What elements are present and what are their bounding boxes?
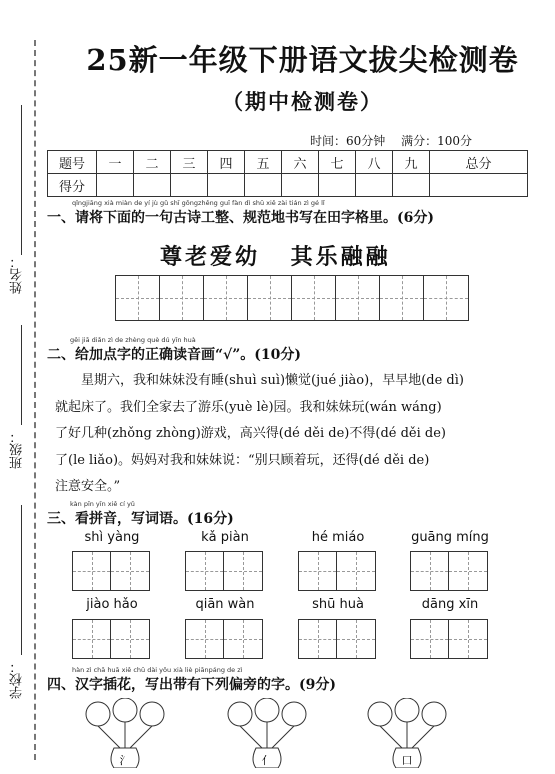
tianzige-box[interactable] — [292, 276, 336, 320]
petal-circle[interactable] — [113, 698, 137, 722]
table-cell: 总分 — [430, 151, 528, 174]
petal-circle[interactable] — [422, 702, 446, 726]
tianzige-box[interactable] — [73, 552, 111, 590]
tianzige-box[interactable] — [111, 552, 149, 590]
table-cell: 二 — [134, 151, 171, 174]
tianzige-box[interactable] — [424, 276, 468, 320]
score-input-cell[interactable] — [430, 174, 528, 197]
table-cell: 三 — [171, 151, 208, 174]
tianzige-row[interactable] — [115, 275, 469, 321]
tianzige-box[interactable] — [337, 552, 375, 590]
name-label: 姓名： — [10, 255, 25, 294]
answer-boxes[interactable] — [72, 551, 150, 591]
table-cell: 六 — [282, 151, 319, 174]
class-line[interactable] — [21, 325, 22, 425]
answer-boxes[interactable] — [185, 619, 263, 659]
answer-boxes[interactable] — [410, 551, 488, 591]
pinyin-prompt: dāng xīn — [421, 597, 479, 612]
section4-title: 四、汉字插花，写出带有下列偏旁的字。(9分) — [47, 677, 336, 693]
radical-label: 口 — [401, 754, 413, 767]
tianzige-box[interactable] — [224, 620, 262, 658]
answer-boxes[interactable] — [298, 551, 376, 591]
radical-label: 氵 — [119, 754, 131, 767]
tianzige-box[interactable] — [186, 552, 224, 590]
table-cell: 九 — [393, 151, 430, 174]
flower-vase-2 — [220, 698, 315, 768]
passage-line: 了好几种(zhǒng zhòng)游戏，高兴得(dé děi de)不得(dé děi de) — [55, 426, 446, 441]
score-input-cell[interactable] — [282, 174, 319, 197]
passage-line: 了(le liǎo)。妈妈对我和妹妹说：“别只顾着玩，还得(dé děi de) — [55, 452, 430, 468]
section2-title: 二、给加点字的正确读音画“√”。(10分) — [47, 347, 302, 363]
cut-line — [34, 40, 36, 760]
petal-circle[interactable] — [368, 702, 392, 726]
section3-title: 三、看拼音，写词语。(16分) — [47, 511, 234, 527]
exam-info — [310, 132, 472, 149]
section3-pinyin: kàn pīn yīn xiě cí yǔ — [70, 500, 135, 508]
passage-line: 星期六，我和妹妹没有睡(shuì suì)懒觉(jué jiào)，早早地(de dì) — [81, 373, 464, 388]
petal-circle[interactable] — [228, 702, 252, 726]
tianzige-box[interactable] — [411, 552, 449, 590]
section4-pinyin: hàn zì chā huā xiě chū dài yǒu xià liè piānpáng de zì — [72, 666, 243, 674]
score-input-cell[interactable] — [171, 174, 208, 197]
tianzige-box[interactable] — [248, 276, 292, 320]
answer-boxes[interactable] — [72, 619, 150, 659]
answer-boxes[interactable] — [185, 551, 263, 591]
tianzige-box[interactable] — [449, 552, 487, 590]
petal-circle[interactable] — [255, 698, 279, 722]
section1-pinyin: qǐngjiāng xià miàn de yí jù gǔ shī gōngzhěng guī fàn dì shū xiě zài tián zì gé lǐ — [72, 199, 325, 207]
reading-passage — [55, 368, 530, 501]
pinyin-prompt: guāng míng — [411, 530, 489, 545]
flower-vase-3 — [360, 698, 455, 768]
tianzige-box[interactable] — [204, 276, 248, 320]
name-line[interactable] — [21, 105, 22, 255]
tianzige-box[interactable] — [73, 620, 111, 658]
passage-line: 注意安全。” — [55, 479, 121, 494]
full-score: 满分：100分 — [401, 134, 473, 148]
tianzige-box[interactable] — [337, 620, 375, 658]
passage-line: 就起床了。我们全家去了游乐(yuè lè)园。我和妹妹玩(wán wáng) — [55, 399, 442, 415]
tianzige-box[interactable] — [449, 620, 487, 658]
score-input-cell[interactable] — [393, 174, 430, 197]
score-input-cell[interactable] — [319, 174, 356, 197]
pinyin-prompt: jiào hǎo — [86, 597, 138, 612]
table-cell: 四 — [208, 151, 245, 174]
score-table-header-row — [48, 151, 528, 174]
flower-vase-1 — [78, 698, 173, 768]
binding-margin — [0, 0, 42, 774]
answer-boxes[interactable] — [298, 619, 376, 659]
table-cell: 得分 — [48, 174, 97, 197]
petal-circle[interactable] — [395, 698, 419, 722]
petal-circle[interactable] — [282, 702, 306, 726]
table-cell: 八 — [356, 151, 393, 174]
table-cell: 一 — [97, 151, 134, 174]
tianzige-box[interactable] — [111, 620, 149, 658]
tianzige-box[interactable] — [160, 276, 204, 320]
tianzige-box[interactable] — [299, 620, 337, 658]
score-input-cell[interactable] — [356, 174, 393, 197]
petal-circle[interactable] — [86, 702, 110, 726]
pinyin-prompt: shū huà — [312, 597, 364, 612]
section1-title: 一、请将下面的一句古诗工整、规范地书写在田字格里。(6分) — [47, 210, 434, 226]
score-table-score-row — [48, 174, 528, 197]
pinyin-prompt: shì yàng — [84, 530, 140, 545]
score-input-cell[interactable] — [245, 174, 282, 197]
pinyin-prompt: qiān wàn — [195, 597, 255, 612]
tianzige-box[interactable] — [336, 276, 380, 320]
pinyin-prompt: hé miáo — [311, 530, 365, 545]
school-label: 学校： — [10, 660, 25, 699]
score-input-cell[interactable] — [97, 174, 134, 197]
tianzige-box[interactable] — [186, 620, 224, 658]
tianzige-box[interactable] — [380, 276, 424, 320]
time-limit: 时间：60分钟 — [310, 134, 386, 148]
answer-boxes[interactable] — [410, 619, 488, 659]
pinyin-prompt: kǎ piàn — [201, 530, 249, 545]
table-cell: 五 — [245, 151, 282, 174]
tianzige-box[interactable] — [224, 552, 262, 590]
page-title: 25新一年级下册语文拔尖检测卷 — [86, 43, 519, 77]
radical-label: 亻 — [261, 754, 273, 767]
score-input-cell[interactable] — [208, 174, 245, 197]
table-cell: 七 — [319, 151, 356, 174]
page-subtitle: （期中检测卷） — [222, 89, 383, 114]
petal-circle[interactable] — [140, 702, 164, 726]
tianzige-box[interactable] — [411, 620, 449, 658]
score-table — [47, 150, 528, 197]
tianzige-box[interactable] — [116, 276, 160, 320]
section2-pinyin: gěi jiā diǎn zì de zhèng què dú yīn huà — [70, 336, 196, 344]
class-label: 班级： — [10, 430, 25, 469]
score-input-cell[interactable] — [134, 174, 171, 197]
table-cell: 题号 — [48, 151, 97, 174]
tianzige-box[interactable] — [299, 552, 337, 590]
poem-line: 尊老爱幼 其乐融融 — [160, 244, 391, 270]
school-line[interactable] — [21, 505, 22, 655]
